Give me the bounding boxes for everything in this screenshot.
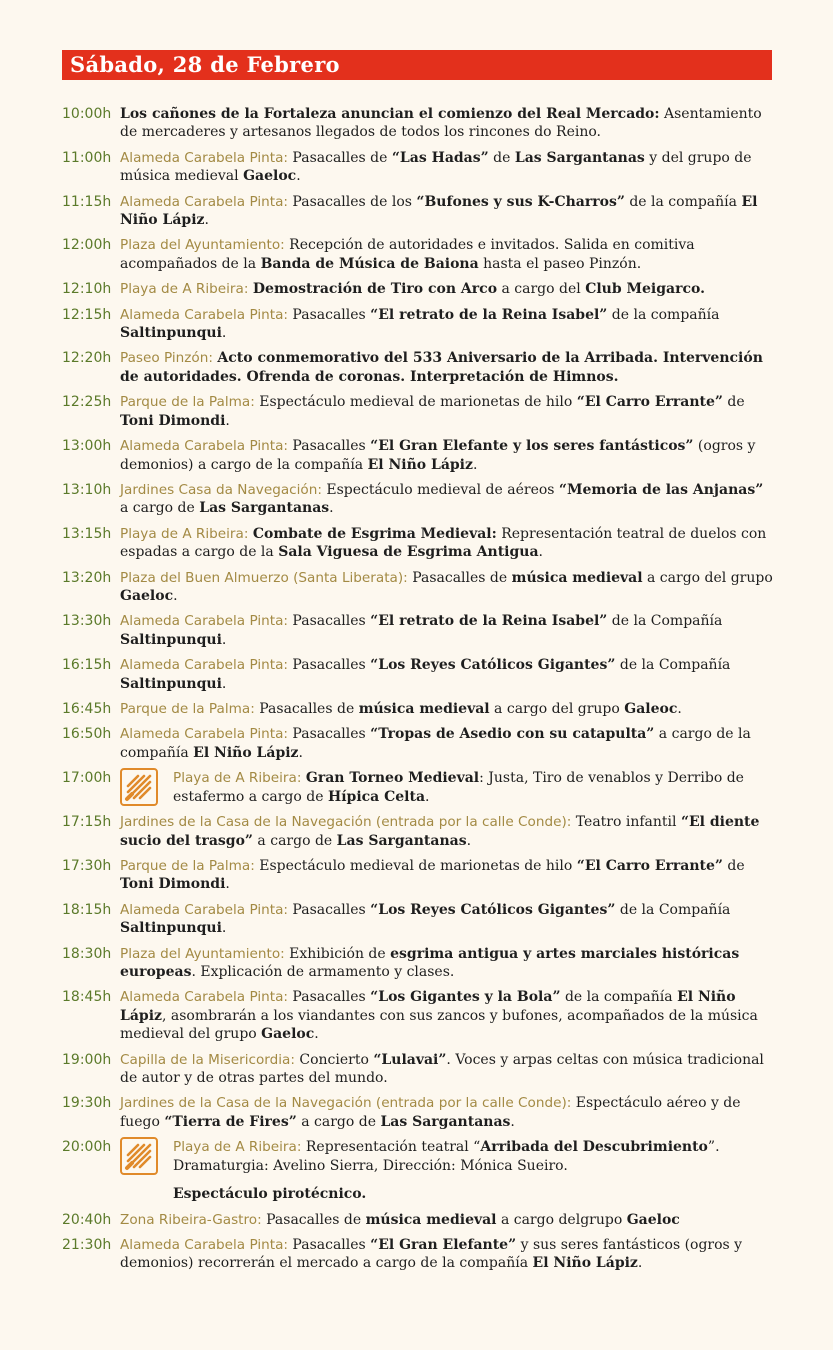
event-time: 13:30h (62, 613, 112, 630)
event-text-segment: Pasacalles de (287, 149, 392, 166)
event-description (120, 193, 774, 230)
highlight-text: música medieval (365, 1211, 497, 1228)
event-description (120, 700, 774, 718)
event-text-segment: Pasacalles de (261, 1211, 366, 1228)
highlight-text: Saltinpunqui (120, 920, 222, 937)
event-text-segment: . (225, 412, 230, 429)
highlight-text: El Niño Lápiz (120, 989, 736, 1024)
event-extra-note: Espectáculo pirotécnico. (173, 1186, 367, 1203)
event-description (120, 1138, 774, 1203)
fireworks-show-icon (120, 768, 158, 806)
schedule-item (62, 700, 774, 718)
highlight-text: El Niño Lápiz (120, 193, 758, 229)
highlight-text: “El retrato de la Reina Isabel” (370, 613, 608, 630)
event-description (120, 481, 774, 518)
event-location: Alameda Carabela Pinta: (120, 438, 288, 455)
event-text-segment: . (221, 325, 227, 342)
highlight-text: Toni Dimondi (120, 412, 226, 429)
event-location: Alameda Carabela Pinta: (120, 989, 288, 1006)
event-time: 12:25h (62, 394, 112, 411)
schedule-item (62, 945, 774, 982)
event-description (120, 437, 774, 474)
event-location: Zona Ribeira-Gastro: (120, 1211, 262, 1228)
highlight-text: Las Sargantanas (380, 1113, 511, 1130)
event-text-segment: Pasacalles de los (287, 193, 417, 210)
event-location: Plaza del Buen Almuerzo (Santa Liberata): (120, 569, 408, 586)
event-description (120, 105, 774, 142)
schedule-item (62, 193, 774, 230)
highlight-text: Las Sargantanas (514, 149, 645, 166)
event-description (120, 1051, 774, 1088)
event-time: 12:00h (62, 237, 112, 254)
schedule-item (62, 437, 774, 474)
highlight-text: Saltinpunqui (120, 325, 222, 342)
event-time: 19:00h (62, 1051, 112, 1068)
event-text-segment: de la compañía (624, 193, 742, 210)
event-time: 18:15h (62, 901, 112, 918)
event-location: Jardines de la Casa de la Navegación (entrada por la calle Conde): (120, 1095, 572, 1112)
event-text-segment: . (425, 788, 430, 805)
event-text-segment: . (221, 920, 227, 937)
event-description (120, 945, 774, 982)
event-location: Paseo Pinzón: (120, 350, 213, 367)
highlight-text: “Los Reyes Católicos Gigantes” (370, 901, 616, 918)
event-description (120, 725, 774, 762)
event-text-segment: y del grupo de música medieval (120, 149, 752, 185)
highlight-text: Toni Dimondi (120, 876, 226, 893)
event-location: Capilla de la Misericordia: (120, 1051, 295, 1068)
highlight-text: Sala Viguesa de Esgrima Antigua (278, 544, 539, 561)
highlight-text: Gaeloc (243, 168, 297, 185)
event-text-segment: de la Compañía (615, 901, 731, 918)
event-text-segment: . (677, 700, 682, 717)
highlight-text: “El Gran Elefante” (370, 1236, 517, 1253)
highlight-text: “El retrato de la Reina Isabel” (370, 306, 608, 323)
event-location: Alameda Carabela Pinta: (120, 193, 288, 210)
schedule-item (62, 149, 774, 186)
event-text-segment: Teatro infantil (571, 814, 681, 831)
schedule-item (62, 525, 774, 562)
schedule-item (62, 857, 774, 894)
event-text-segment: a cargo del grupo (489, 700, 625, 717)
highlight-text: Combate de Esgrima Medieval: (252, 525, 497, 542)
highlight-text: Gran Torneo Medieval (305, 770, 480, 787)
event-location: Alameda Carabela Pinta: (120, 613, 288, 630)
event-text-segment: hasta el paseo Pinzón. (478, 255, 642, 272)
highlight-text: Banda de Música de Baiona (260, 255, 479, 272)
event-time: 17:00h (62, 770, 112, 787)
event-location: Playa de A Ribeira: (120, 281, 249, 298)
event-description (120, 988, 774, 1043)
event-description (120, 349, 774, 386)
event-description (120, 901, 774, 938)
event-text-segment: . (298, 744, 303, 761)
event-text-segment: . Explicación de armamento y clases. (191, 964, 455, 981)
event-text-segment: a cargo de (252, 832, 337, 849)
highlight-text: Demostración de Tiro con Arco (252, 281, 498, 298)
event-text-segment: Concierto (294, 1051, 374, 1068)
highlight-text: El Niño Lápiz (193, 744, 299, 761)
highlight-text: Gaeloc (626, 1211, 680, 1228)
event-location: Jardines de la Casa de la Navegación (entrada por la calle Conde): (120, 814, 572, 831)
highlight-text: “Las Hadas” (391, 149, 489, 166)
highlight-text: Acto conmemorativo del 533 Aniversario de la Arribada. Intervención de autoridades. Ofrenda de coronas. Interpretación de Himnos. (120, 350, 763, 385)
event-text-segment: a cargo de la compañía (120, 726, 751, 761)
schedule-list (62, 105, 774, 1280)
schedule-item (62, 105, 774, 142)
event-time: 12:10h (62, 281, 112, 298)
event-text (173, 1138, 774, 1203)
event-location: Alameda Carabela Pinta: (120, 901, 288, 918)
event-description (120, 857, 774, 894)
schedule-item (62, 1236, 774, 1273)
event-text-segment: . (221, 631, 227, 648)
event-location: Jardines Casa da Navegación: (120, 481, 322, 498)
event-time: 16:45h (62, 700, 112, 717)
highlight-text: “Tropas de Asedio con su catapulta” (370, 726, 655, 743)
event-text-segment: Representación teatral “ (301, 1139, 481, 1156)
event-text-segment: de (722, 394, 745, 411)
schedule-item (62, 769, 774, 806)
event-time: 13:20h (62, 569, 112, 586)
event-text-segment: Espectáculo medieval de marionetas de hilo (254, 858, 577, 874)
event-description (120, 525, 774, 562)
event-text-segment: (ogros y demonios) a cargo de la compañía (120, 438, 756, 473)
page-title: Sábado, 28 de Febrero (62, 50, 772, 80)
event-description (120, 569, 774, 606)
event-text-segment: . (637, 1255, 643, 1272)
event-text-segment: . (466, 832, 472, 849)
event-text-segment: de la Compañía (607, 613, 723, 630)
event-text-segment: . (173, 587, 178, 604)
event-description (120, 813, 774, 850)
event-text-segment: Representación teatral de duelos con espadas a cargo de la (120, 525, 767, 561)
event-location: Alameda Carabela Pinta: (120, 306, 288, 323)
schedule-item (62, 280, 774, 298)
event-text-segment: . (472, 456, 478, 473)
event-description (120, 306, 774, 343)
event-text-segment: de (488, 149, 515, 166)
highlight-text: música medieval (358, 700, 490, 717)
schedule-item (62, 481, 774, 518)
event-location: Alameda Carabela Pinta: (120, 149, 288, 166)
highlight-text: Saltinpunqui (120, 675, 222, 692)
event-location: Alameda Carabela Pinta: (120, 1236, 288, 1253)
event-text-segment: Pasacalles (287, 901, 371, 918)
event-location: Alameda Carabela Pinta: (120, 657, 288, 674)
highlight-text: Gaeloc (120, 587, 174, 604)
event-text-segment: . (221, 675, 227, 692)
event-description (120, 656, 774, 693)
event-text-segment: de (722, 858, 745, 874)
event-location: Playa de A Ribeira: (173, 770, 302, 787)
event-text-segment: . (510, 1113, 515, 1130)
schedule-item (62, 393, 774, 430)
event-text-segment: de la compañía (560, 989, 678, 1006)
event-time: 11:00h (62, 149, 112, 166)
event-text-segment: Pasacalles (287, 1236, 371, 1253)
highlight-text: “El diente sucio del trasgo” (120, 814, 760, 849)
event-description (120, 280, 774, 298)
schedule-item (62, 988, 774, 1043)
event-text-segment: Pasacalles (287, 726, 371, 743)
highlight-text: “El Carro Errante” (576, 858, 723, 874)
event-description (120, 612, 774, 649)
event-description (120, 1094, 774, 1131)
event-location: Plaza del Ayuntamiento: (120, 945, 285, 962)
highlight-text: música medieval (511, 569, 643, 586)
event-description (120, 393, 774, 430)
event-time: 21:30h (62, 1236, 112, 1253)
highlight-text: Las Sargantanas (336, 832, 467, 849)
event-description (120, 1236, 774, 1273)
event-location: Plaza del Ayuntamiento: (120, 237, 285, 254)
event-time: 17:15h (62, 814, 112, 831)
schedule-item (62, 612, 774, 649)
highlight-text: “Los Gigantes y la Bola” (370, 989, 561, 1006)
event-text-segment: Espectáculo medieval de marionetas de hilo (254, 394, 577, 411)
event-text-segment: Exhibición de (284, 945, 391, 962)
event-description (120, 149, 774, 186)
highlight-text: Las Sargantanas (199, 500, 330, 517)
event-text-segment: y sus seres fantásticos (ogros y demonios) recorrerán el mercado a cargo de la compañía (120, 1236, 743, 1272)
event-location: Parque de la Palma: (120, 700, 255, 717)
highlight-text: esgrima antigua y artes marciales históricas europeas (120, 945, 740, 981)
event-location: Parque de la Palma: (120, 394, 255, 411)
schedule-item (62, 656, 774, 693)
event-location: Playa de A Ribeira: (173, 1139, 302, 1156)
event-text-segment: Pasacalles (287, 613, 371, 630)
highlight-text: El Niño Lápiz (367, 456, 473, 473)
event-text-segment: Pasacalles (287, 306, 371, 323)
event-time: 19:30h (62, 1095, 112, 1112)
event-text-segment: a cargo del grupo (642, 569, 773, 586)
event-time: 10:00h (62, 106, 112, 122)
schedule-item (62, 1051, 774, 1088)
fireworks-show-icon (120, 1137, 158, 1175)
event-text-segment: , asombrarán a los viandantes con sus zancos y bufones, acompañados de la música medieval del grupo (120, 1007, 758, 1043)
event-description (120, 1211, 774, 1229)
event-text-segment: a cargo de (296, 1113, 381, 1130)
event-text-segment: . Voces y arpas celtas con música tradicional de autor y de otras partes del mundo. (120, 1051, 764, 1087)
event-time: 13:15h (62, 525, 112, 542)
schedule-item (62, 569, 774, 606)
event-time: 16:15h (62, 657, 112, 674)
event-text-segment: Espectáculo aéreo y de fuego (120, 1095, 741, 1130)
event-description (120, 236, 774, 273)
event-time: 18:45h (62, 989, 112, 1006)
event-location: Playa de A Ribeira: (120, 525, 249, 542)
highlight-text: “Los Reyes Católicos Gigantes” (370, 657, 616, 674)
highlight-text: “Tierra de Fires” (164, 1113, 297, 1130)
schedule-item (62, 1211, 774, 1229)
schedule-item (62, 725, 774, 762)
event-text-segment: a cargo de (120, 500, 200, 517)
highlight-text: “Memoria de las Anjanas” (558, 481, 764, 498)
highlight-text: Los cañones de la Fortaleza anuncian el comienzo del Real Mercado: (120, 106, 660, 122)
highlight-text: “Lulavai” (373, 1051, 447, 1068)
schedule-item (62, 813, 774, 850)
highlight-text: Arribada del Descubrimiento (480, 1139, 708, 1156)
event-description (120, 769, 774, 806)
event-time: 13:00h (62, 438, 112, 455)
event-text-segment: Pasacalles (287, 438, 371, 455)
highlight-text: Galeoc (624, 700, 678, 717)
event-time: 20:00h (62, 1139, 112, 1156)
highlight-text: El Niño Lápiz (532, 1255, 638, 1272)
event-text-segment: . (329, 500, 334, 517)
event-text-segment: Recepción de autoridades e invitados. Salida en comitiva acompañados de la (120, 237, 695, 272)
highlight-text: Club Meigarco. (585, 281, 705, 298)
event-location: Parque de la Palma: (120, 858, 255, 874)
highlight-text: Gaeloc (261, 1026, 315, 1043)
event-text-segment: de la compañía (607, 306, 720, 323)
highlight-text: Hípica Celta (327, 788, 426, 805)
schedule-item (62, 1138, 774, 1203)
event-text-segment: Asentamiento de mercaderes y artesanos llegados de todos los rincones do Reino. (120, 106, 762, 141)
event-time: 13:10h (62, 481, 112, 498)
highlight-text: “Bufones y sus K-Charros” (416, 193, 625, 210)
schedule-item (62, 349, 774, 386)
event-text-segment: a cargo delgrupo (496, 1211, 627, 1228)
event-text-segment: . (225, 876, 230, 893)
event-time: 18:30h (62, 945, 112, 962)
event-text-segment: Pasacalles de (254, 700, 359, 717)
schedule-item (62, 901, 774, 938)
event-text (173, 769, 774, 806)
event-text-segment: de la Compañía (615, 657, 731, 674)
event-location: Alameda Carabela Pinta: (120, 726, 288, 743)
event-time: 12:15h (62, 306, 112, 323)
schedule-item (62, 1094, 774, 1131)
event-time: 12:20h (62, 350, 112, 367)
event-time: 20:40h (62, 1211, 112, 1228)
event-text-segment: Pasacalles (287, 989, 371, 1006)
event-time: 11:15h (62, 193, 112, 210)
event-text-segment: Espectáculo medieval de aéreos (321, 481, 559, 498)
event-text-segment: Pasacalles de (407, 569, 512, 586)
highlight-text: “El Carro Errante” (576, 394, 723, 411)
schedule-item (62, 306, 774, 343)
event-text-segment: : Justa, Tiro de venablos y Derribo de estafermo a cargo de (173, 770, 744, 805)
event-text-segment: a cargo del (497, 281, 586, 298)
highlight-text: Saltinpunqui (120, 631, 222, 648)
event-text-segment: . (204, 212, 209, 229)
event-text-segment: Pasacalles (287, 657, 371, 674)
event-time: 16:50h (62, 726, 112, 743)
schedule-item (62, 236, 774, 273)
event-text-segment: . (538, 544, 543, 561)
event-text-segment: . (296, 168, 301, 185)
event-text-segment: ”. Dramaturgia: Avelino Sierra, Dirección: Mónica Sueiro. (173, 1139, 720, 1174)
event-text-segment: . (314, 1026, 319, 1043)
highlight-text: “El Gran Elefante y los seres fantásticos” (370, 438, 694, 455)
event-time: 17:30h (62, 858, 112, 874)
